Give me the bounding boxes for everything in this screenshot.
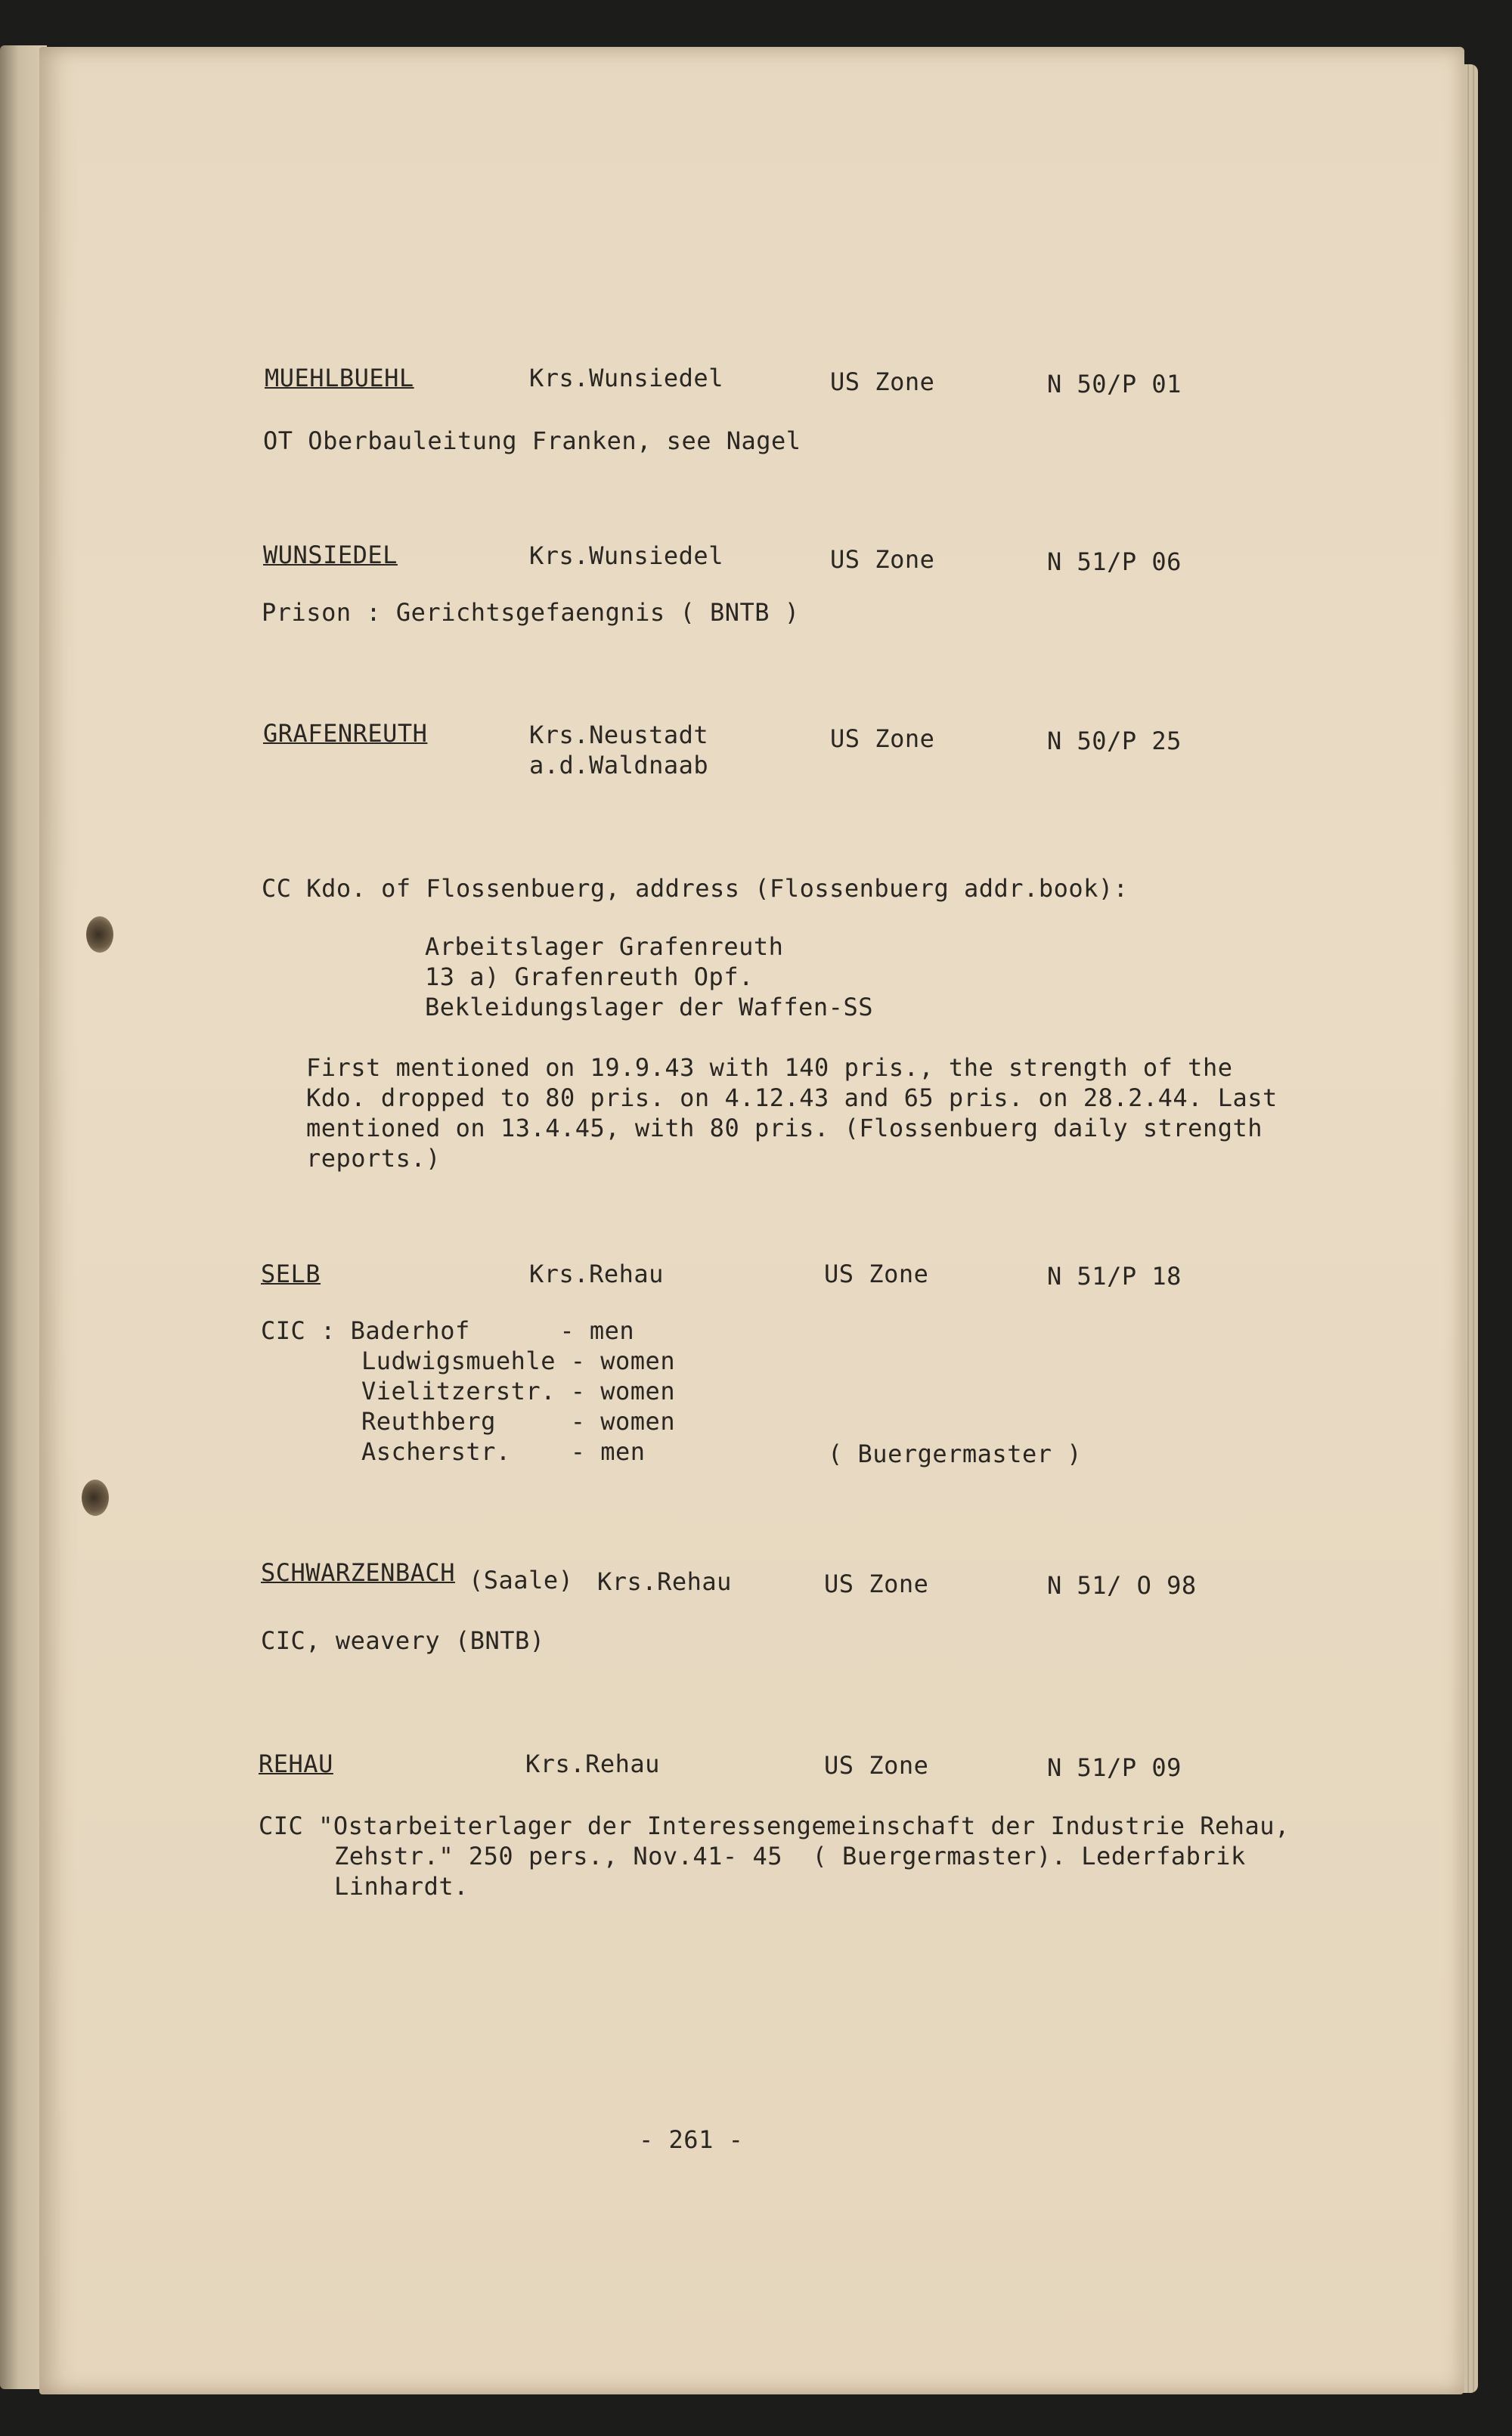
binder-hole-top: [86, 916, 113, 953]
entry-line: Reuthberg - women: [361, 1407, 676, 1436]
entry-line: Ascherstr. - men: [361, 1437, 646, 1466]
entry-line: CIC : Baderhof - men: [261, 1316, 635, 1345]
entry-line: reports.): [306, 1144, 441, 1173]
entry-place: SCHWARZENBACH: [261, 1558, 455, 1587]
entry-code: N 51/P 09: [1047, 1753, 1182, 1782]
entry-line: Vielitzerstr. - women: [361, 1377, 676, 1406]
entry-district: Krs.Rehau: [597, 1567, 732, 1596]
entry-line: mentioned on 13.4.45, with 80 pris. (Flossenbuerg daily strength: [306, 1114, 1263, 1142]
entry-district: Krs.Rehau: [525, 1750, 660, 1778]
entry-line: Linhardt.: [334, 1872, 469, 1901]
entry-zone: US Zone: [830, 724, 935, 753]
entry-line: Kdo. dropped to 80 pris. on 4.12.43 and 65 pris. on 28.2.44. Last: [306, 1083, 1278, 1112]
entry-district: Krs.Wunsiedel: [529, 364, 723, 392]
entry-place: REHAU: [259, 1750, 333, 1778]
entry-line: 13 a) Grafenreuth Opf.: [425, 962, 754, 991]
entry-line: CIC "Ostarbeiterlager der Interessengemeinschaft der Industrie Rehau,: [259, 1812, 1290, 1840]
entry-place-suffix: (Saale): [469, 1566, 574, 1595]
entry-code: N 50/P 25: [1047, 727, 1182, 755]
entry-line: Zehstr." 250 pers., Nov.41- 45 ( Buergermaster). Lederfabrik: [334, 1842, 1246, 1870]
entry-district: Krs.Wunsiedel: [529, 541, 723, 570]
entry-line: Arbeitslager Grafenreuth: [425, 932, 784, 961]
entry-district: Krs.Neustadt: [529, 721, 709, 749]
entry-line: CC Kdo. of Flossenbuerg, address (Flossenbuerg addr.book):: [262, 874, 1129, 903]
binder-hole-bottom: [82, 1480, 109, 1516]
entry-place: SELB: [261, 1260, 321, 1288]
entry-place: WUNSIEDEL: [263, 541, 398, 569]
entry-code: N 51/ O 98: [1047, 1571, 1197, 1600]
entry-line: CIC, weavery (BNTB): [261, 1626, 545, 1655]
entry-zone: US Zone: [824, 1751, 929, 1780]
entry-code: N 51/P 18: [1047, 1262, 1182, 1291]
entry-code: N 51/P 06: [1047, 547, 1182, 576]
entry-line: Bekleidungslager der Waffen-SS: [425, 993, 873, 1021]
entry-zone: US Zone: [830, 545, 935, 574]
entry-zone: US Zone: [824, 1570, 929, 1598]
entry-line: OT Oberbauleitung Franken, see Nagel: [263, 426, 801, 455]
entry-district: Krs.Rehau: [529, 1260, 664, 1288]
entry-code: N 50/P 01: [1047, 370, 1182, 398]
entry-line: Prison : Gerichtsgefaengnis ( BNTB ): [262, 598, 800, 627]
entry-place: GRAFENREUTH: [263, 719, 428, 748]
document-page: [39, 47, 1464, 2394]
page-number: - 261 -: [639, 2125, 744, 2154]
entry-place: MUEHLBUEHL: [265, 364, 414, 392]
entry-line: First mentioned on 19.9.43 with 140 pris., the strength of the: [306, 1053, 1233, 1082]
entry-district: a.d.Waldnaab: [529, 751, 709, 779]
entry-line: ( Buergermaster ): [828, 1440, 1083, 1468]
entry-zone: US Zone: [824, 1260, 929, 1288]
entry-line: Ludwigsmuehle - women: [361, 1347, 676, 1375]
entry-zone: US Zone: [830, 367, 935, 396]
